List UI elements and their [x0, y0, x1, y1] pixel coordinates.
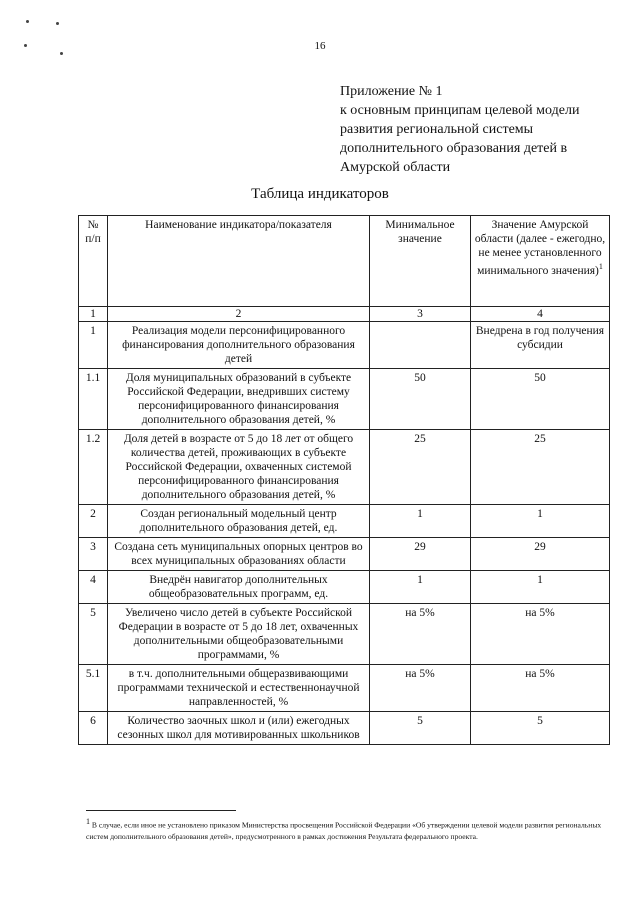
column-index: 3 — [370, 307, 471, 322]
footnote-divider — [86, 810, 236, 811]
row-min: 29 — [370, 538, 471, 571]
column-index: 2 — [108, 307, 370, 322]
row-num: 1.2 — [79, 430, 108, 505]
row-min: 1 — [370, 571, 471, 604]
row-name: Увеличено число детей в субъекте Российской Федерации в возрасте от 5 до 18 лет, охваченных дополнительными общеобразовательными программами, % — [108, 604, 370, 665]
row-value: 5 — [471, 712, 610, 745]
row-value: на 5% — [471, 604, 610, 665]
row-name: Доля муниципальных образований в субъекте Российской Федерации, внедривших систему персонифицированного финансирования дополнительного образования детей, % — [108, 369, 370, 430]
appendix-line: развития региональной системы — [340, 122, 534, 137]
table-row — [79, 322, 610, 369]
column-index-row — [79, 307, 610, 322]
column-index: 1 — [79, 307, 108, 322]
row-num: 5 — [79, 604, 108, 665]
header-value — [471, 216, 610, 307]
appendix-header — [340, 82, 620, 177]
footnote-text: В случае, если иное не установлено приказом Министерства просвещения Российской Федерации «Об утверждении целевой модели развития региональных систем дополнительного образования детей», предусмотренного в рамках достижения Результата федерального проекта. — [86, 820, 602, 841]
column-index: 4 — [471, 307, 610, 322]
footnote-marker: 1 — [86, 817, 90, 826]
row-min: 1 — [370, 505, 471, 538]
header-name: Наименование индикатора/показателя — [108, 216, 370, 307]
row-num: 2 — [79, 505, 108, 538]
row-name: Создана сеть муниципальных опорных центров во всех муниципальных образованиях области — [108, 538, 370, 571]
row-value: 50 — [471, 369, 610, 430]
table-header-row — [79, 216, 610, 307]
appendix-line: Амурской области — [340, 160, 451, 175]
row-value: 1 — [471, 505, 610, 538]
row-min: 50 — [370, 369, 471, 430]
row-name: Количество заочных школ и (или) ежегодных сезонных школ для мотивированных школьников — [108, 712, 370, 745]
page-number: 16 — [314, 40, 326, 52]
row-name: Реализация модели персонифицированного финансирования дополнительного образования детей — [108, 322, 370, 369]
row-min: на 5% — [370, 665, 471, 712]
table-row — [79, 571, 610, 604]
appendix-line: к основным принципам целевой модели — [340, 103, 580, 118]
row-num: 1.1 — [79, 369, 108, 430]
row-name: Создан региональный модельный центр дополнительного образования детей, ед. — [108, 505, 370, 538]
footnote — [86, 816, 606, 842]
row-value: 1 — [471, 571, 610, 604]
row-num: 3 — [79, 538, 108, 571]
scan-speck — [26, 20, 29, 23]
table-row — [79, 430, 610, 505]
row-num: 5.1 — [79, 665, 108, 712]
row-value: Внедрена в год получения субсидии — [471, 322, 610, 369]
indicators-table — [78, 215, 610, 745]
row-min — [370, 322, 471, 369]
row-min: 25 — [370, 430, 471, 505]
table-row — [79, 665, 610, 712]
scan-speck — [60, 52, 63, 55]
appendix-line: Приложение № 1 — [340, 84, 443, 99]
row-name: Внедрён навигатор дополнительных общеобразовательных программ, ед. — [108, 571, 370, 604]
table-row — [79, 505, 610, 538]
appendix-line: дополнительного образования детей в — [340, 141, 568, 156]
row-min: 5 — [370, 712, 471, 745]
scan-speck — [56, 22, 59, 25]
header-min: Минимальное значение — [370, 216, 471, 307]
table-title: Таблица индикаторов — [251, 186, 389, 202]
row-num: 4 — [79, 571, 108, 604]
row-num: 6 — [79, 712, 108, 745]
row-value: 25 — [471, 430, 610, 505]
footnote-ref: 1 — [598, 262, 603, 271]
table-row — [79, 369, 610, 430]
header-value-text: Значение Амурской области (далее - ежегодно, не менее установленного минимального значения) — [474, 219, 606, 277]
row-name: Доля детей в возрасте от 5 до 18 лет от общего количества детей, проживающих в субъекте Российской Федерации, охваченных системой персонифицированного финансирования дополнительного образования детей, % — [108, 430, 370, 505]
row-value: 29 — [471, 538, 610, 571]
row-min: на 5% — [370, 604, 471, 665]
row-name: в т.ч. дополнительными общеразвивающими программами технической и естественнонаучной направленностей, % — [108, 665, 370, 712]
row-num: 1 — [79, 322, 108, 369]
table-row — [79, 538, 610, 571]
header-num: № п/п — [79, 216, 108, 307]
table-row — [79, 604, 610, 665]
row-value: на 5% — [471, 665, 610, 712]
table-row — [79, 712, 610, 745]
